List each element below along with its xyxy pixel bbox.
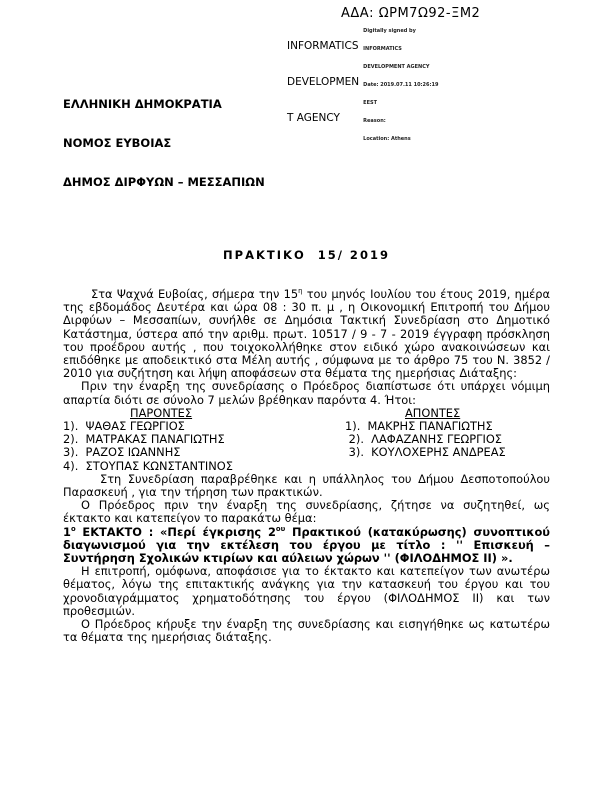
paragraph-committee-decision: Η επιτροπή, ομόφωνα, αποφάσισε για το έκτακτο και κατεπείγον των ανωτέρω θέματος, λόγω της επιτακτικής ανάγκης για την κατασκευή του έργου και του χρονοδιαγράμματος χρηματοδότησης του έργου (ΦΙΛΟΔΗΜΟΣ ΙΙ) και των προθεσμιών. [63, 564, 550, 618]
present-header: ΠΑΡΟΝΤΕΣ [130, 405, 193, 420]
stamp-detail-line: Digitally signed by [363, 28, 416, 34]
stamp-agency-line: INFORMATICS [287, 40, 359, 52]
stamp-detail-line: Reason: [363, 118, 386, 124]
present-list-item: 2). ΜΑΤΡΑΚΑΣ ΠΑΝΑΓΙΩΤΗΣ [63, 432, 225, 447]
paragraph-session-opening: Ο Πρόεδρος κήρυξε την έναρξη της συνεδρίασης και εισηγήθηκε ως κατωτέρω τα θέματα της ημερήσιας διάταξης. [63, 617, 550, 645]
paragraph-quorum: Πριν την έναρξη της συνεδρίασης ο Πρόεδρος διαπίστωσε ότι υπάρχει νόμιμη απαρτία διότι σε σύνολο 7 μελών βρέθηκαν παρόντα 4. Ήτοι: [63, 379, 550, 407]
stamp-detail-line: EEST [363, 100, 378, 106]
document-title: ΠΡΑΚΤΙΚΟ 15/ 2019 [223, 248, 390, 262]
present-column [63, 407, 345, 473]
paragraph-intro: Στα Ψαχνά Ευβοίας, σήμερα την $15^\eta$ του μηνός Ιουλίου του έτους 2019, ημέρα της εβδομάδος Δευτέρα και ώρα 08 : 30 π. μ , η Οικονομική Επιτροπή του Δήμου Διρφύων – Μεσσαπίων, συνήλθε σε Δημόσια Τακτική Συνεδρίαση στο Δημοτικό Κατάστημα, ύστερα από την αριθμ. πρωτ. 10517 / 9 - 7 - 2019 έγγραφη πρόσκληση του προέδρου αυτής , που τοιχοκολλήθηκε στον ειδικό χώρο ανακοινώσεων και επιδόθηκε με αποδεικτικό στα Μέλη αυτής , σύμφωνα με το άρθρο 75 του Ν. 3852 / 2010 για συζήτηση και λήψη αποφάσεων στα θέματα της ημερήσιας Διάταξης: [63, 287, 550, 381]
absent-column [345, 407, 550, 473]
letterhead-line-prefecture: ΝΟΜΟΣ ΕΥΒΟΙΑΣ [63, 136, 172, 150]
document-body [63, 288, 550, 644]
stamp-detail-line: Date: 2019.07.11 10:26:19 [363, 82, 439, 88]
present-list-item: 3). ΡΑΖΟΣ ΙΩΑΝΝΗΣ [63, 445, 181, 460]
present-list-item: 1). ΨΑΘΑΣ ΓΕΩΡΓΙΟΣ [63, 419, 185, 434]
urgent-item-heading: $1^o$ ΕΚΤΑΚΤΟ : «Περί έγκρισης $2^{o\upsilon}$ Πρακτικού (κατακύρωσης) συνοπτικού διαγωνισμού για την εκτέλεση του έργου με τίτλο : '' Επισκευή – Συντήρηση Σχολικών κτιρίων και αύλειων χώρων '' (ΦΙΛΟΔΗΜΟΣ ΙΙ) ». [63, 524, 550, 566]
letterhead-line-republic: ΕΛΛΗΝΙΚΗ ΔΗΜΟΚΡΑΤΙΑ [63, 97, 222, 111]
absent-list-item: 3). ΚΟΥΛΟΧΕΡΗΣ ΑΝΔΡΕΑΣ [345, 445, 506, 460]
stamp-detail-line: INFORMATICS [363, 46, 402, 52]
stamp-signature-details [363, 16, 438, 154]
absent-header: ΑΠΟΝΤΕΣ [405, 405, 461, 420]
stamp-detail-line: Location: Athens [363, 136, 411, 142]
stamp-agency-name [287, 16, 359, 148]
letterhead-line-municipality: ΔΗΜΟΣ ΔΙΡΦΥΩΝ – ΜΕΣΣΑΠΙΩΝ [63, 175, 265, 189]
present-list-item: 4). ΣΤΟΥΠΑΣ ΚΩΝΣΤΑΝΤΙΝΟΣ [63, 458, 233, 473]
stamp-agency-line: DEVELOPMEN [287, 76, 360, 88]
paragraph-urgent-request: Ο Πρόεδρος πριν την έναρξη της συνεδρίασης, ζήτησε να συζητηθεί, ως έκτακτο και κατεπείγον το παρακάτω θέμα: [63, 498, 550, 526]
paragraph-clerk: Στη Συνεδρίαση παραβρέθηκε και η υπάλληλος του Δήμου Δεσποτοπούλου Παρασκευή , για την τήρηση των πρακτικών. [63, 471, 550, 500]
ada-number: ΑΔΑ: ΩΡΜ7Ω92-ΞΜ2 [341, 6, 481, 21]
digital-signature-stamp [287, 16, 438, 154]
stamp-detail-line: DEVELOPMENT AGENCY [363, 64, 430, 70]
absent-list-item: 2). ΛΑΦΑΖΑΝΗΣ ΓΕΩΡΓΙΟΣ [345, 432, 503, 447]
attendance-table [63, 407, 550, 473]
stamp-agency-line: T AGENCY [287, 112, 340, 124]
absent-list-item: 1). ΜΑΚΡΗΣ ΠΑΝΑΓΙΩΤΗΣ [345, 419, 493, 434]
